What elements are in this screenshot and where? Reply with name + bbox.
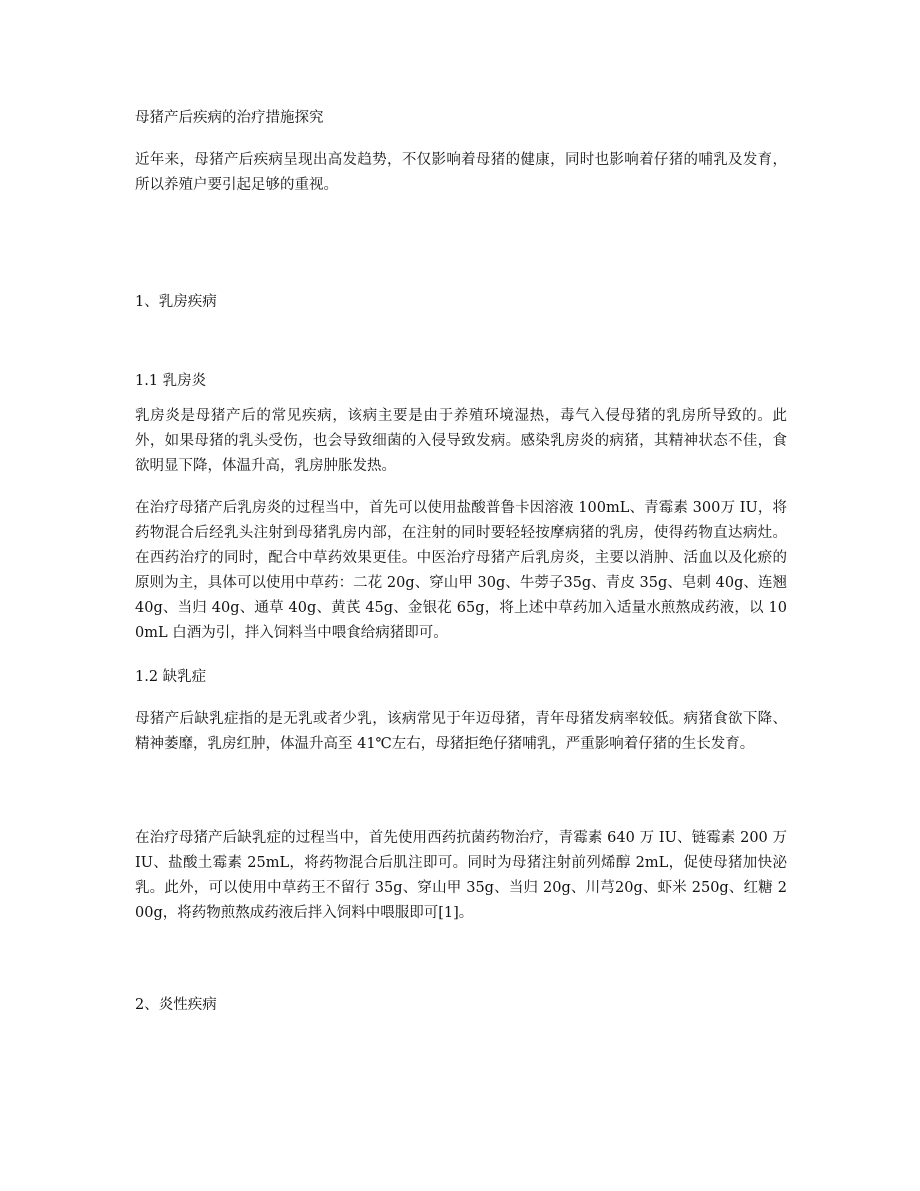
mastitis-paragraph-1: 乳房炎是母猪产后的常见疾病，该病主要是由于养殖环境湿热，毒气入侵母猪的乳房所导致的。此外，如果母猪的乳头受伤，也会导致细菌的入侵导致发病。感染乳房炎的病猪，其精神状态不佳，食欲明显下降，体温升高，乳房肿胀发热。 (135, 408, 787, 474)
subsection-heading-1-2: 1.2 缺乳症 (135, 669, 207, 685)
agalactia-paragraph-2: 在治疗母猪产后缺乳症的过程当中，首先使用西药抗菌药物治疗，青霉素 640 万 IU、链霉素 200 万 IU、盐酸土霉素 25mL，将药物混合后肌注即可。同时为母猪注射前列烯醇 2mL，促使母猪加快泌乳。此外，可以使用中草药王不留行 35g、穿山甲 35g、当归 20g、川芎20g、虾米 250g、红糖 200g，将药物煎熬成药液后拌入饲料中喂服即可[1]。 (135, 830, 787, 921)
agalactia-paragraph-1: 母猪产后缺乳症指的是无乳或者少乳，该病常见于年迈母猪，青年母猪发病率较低。病猪食欲下降、精神萎靡，乳房红肿，体温升高至 41℃左右，母猪拒绝仔猪哺乳，严重影响着仔猪的生长发育。 (135, 711, 787, 752)
subsection-heading-1-1: 1.1 乳房炎 (135, 373, 207, 389)
intro-paragraph: 近年来，母猪产后疾病呈现出高发趋势，不仅影响着母猪的健康，同时也影响着仔猪的哺乳及发育，所以养殖户要引起足够的重视。 (135, 152, 787, 193)
mastitis-paragraph-2: 在治疗母猪产后乳房炎的过程当中，首先可以使用盐酸普鲁卡因溶液 100mL、青霉素 300万 IU，将药物混合后经乳头注射到母猪乳房内部，在注射的同时要轻轻按摩病猪的乳房，使得药物直达病灶。在西药治疗的同时，配合中草药效果更佳。中医治疗母猪产后乳房炎，主要以消肿、活血以及化瘀的原则为主，具体可以使用中草药：二花 20g、穿山甲 30g、牛蒡子35g、青皮 35g、皂刺 40g、连翘 40g、当归 40g、通草 40g、黄芪 45g、金银花 65g，将上述中草药加入适量水煎熬成药液，以 100mL 白酒为引，拌入饲料当中喂食给病猪即可。 (135, 500, 787, 641)
section-heading-2: 2、炎性疾病 (135, 997, 217, 1013)
document-title: 母猪产后疾病的治疗措施探究 (135, 110, 324, 126)
section-heading-1: 1、乳房疾病 (135, 294, 217, 310)
